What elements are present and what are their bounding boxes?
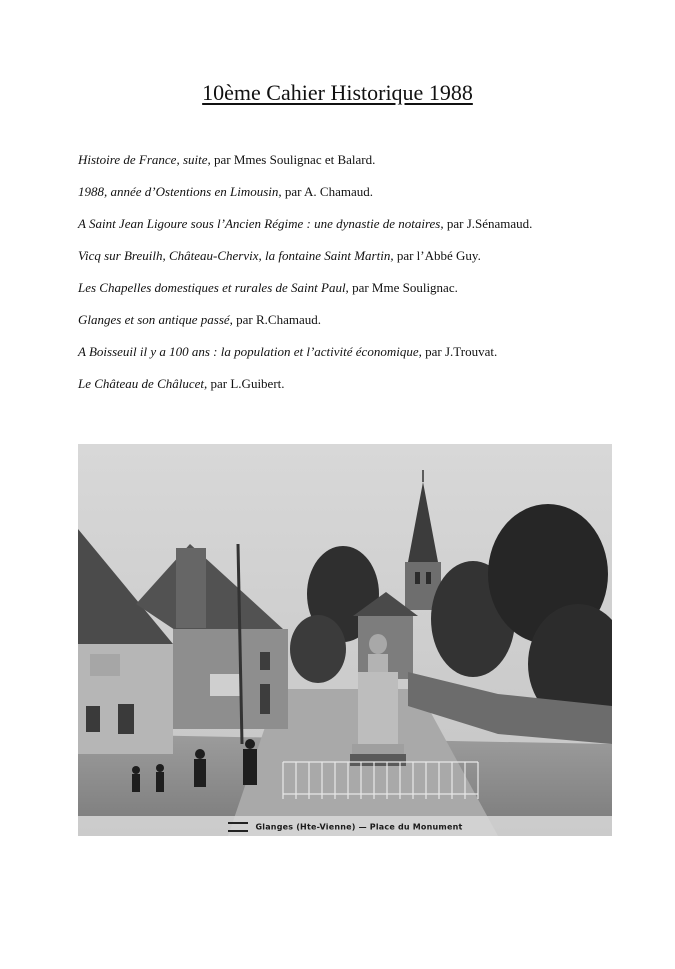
toc-entry <box>78 280 638 312</box>
page-title: 10ème Cahier Historique 1988 <box>202 80 473 105</box>
article-author: par Mmes Soulignac et Balard. <box>210 152 376 167</box>
article-author: par Mme Soulignac. <box>348 280 458 295</box>
article-author: par L.Guibert. <box>207 376 285 391</box>
toc-entry <box>78 312 638 344</box>
article-title: Histoire de France, suite, <box>78 152 211 167</box>
toc-entry <box>78 216 638 248</box>
toc-entry <box>78 248 638 280</box>
article-author: par l’Abbé Guy. <box>393 248 481 263</box>
village-square-illustration <box>78 444 612 836</box>
postcard-photo <box>78 444 612 836</box>
article-author: par R.Chamaud. <box>232 312 321 327</box>
table-of-contents <box>78 152 638 408</box>
article-title: A Boisseuil il y a 100 ans : la population et l’activité économique, <box>78 344 422 359</box>
article-title: A Saint Jean Ligoure sous l’Ancien Régime : une dynastie de notaires, <box>78 216 444 231</box>
photo-caption <box>78 822 612 832</box>
toc-entry <box>78 184 638 216</box>
article-author: par J.Trouvat. <box>421 344 498 359</box>
caption-text: Glanges (Hte-Vienne) — Place du Monument <box>255 822 463 832</box>
toc-entry <box>78 376 638 408</box>
toc-entry <box>78 152 638 184</box>
article-title: Vicq sur Breuilh, Château-Chervix, la fontaine Saint Martin, <box>78 248 394 263</box>
article-title: 1988, année d’Ostentions en Limousin, <box>78 184 282 199</box>
article-author: par A. Chamaud. <box>281 184 373 199</box>
article-author: par J.Sénamaud. <box>443 216 533 231</box>
toc-entry <box>78 344 638 376</box>
hand-pointer-icon <box>228 822 248 832</box>
article-title: Glanges et son antique passé, <box>78 312 233 327</box>
article-title: Les Chapelles domestiques et rurales de Saint Paul, <box>78 280 349 295</box>
article-title: Le Château de Châlucet, <box>78 376 208 391</box>
